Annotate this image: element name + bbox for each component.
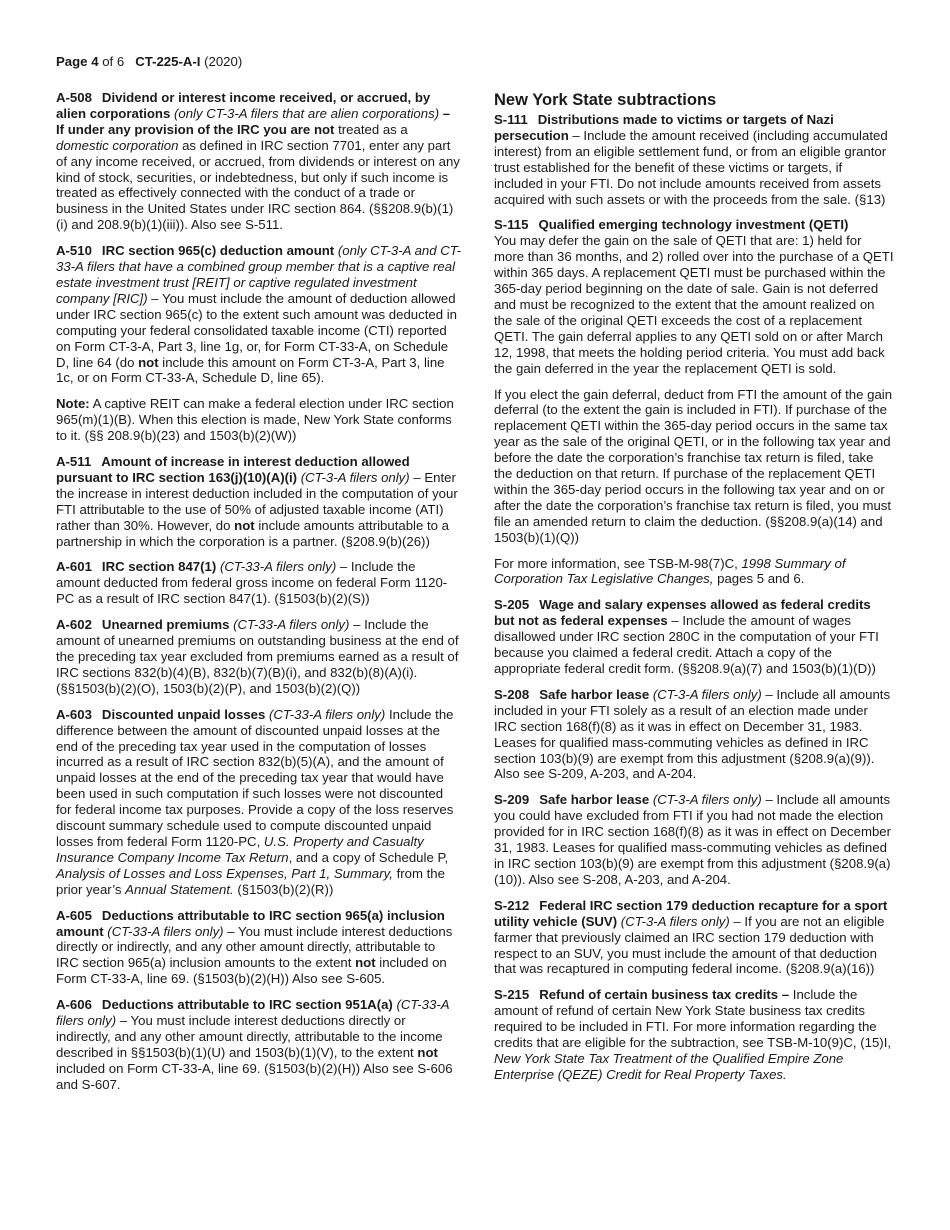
note-label: Note: [56, 396, 90, 412]
entry-title: Deductions attributable to IRC section 965(a) inclusion amount [56, 907, 445, 939]
page-word: Page [56, 54, 88, 69]
entry-code: A-508 [56, 90, 92, 105]
entry-code: A-605 [56, 907, 92, 923]
entry-s215: S-215 Refund of certain business tax credits – Include the amount of refund of certain New York State business tax credits required to be included in FTI. For more information regarding the credits that are eligible for the subtraction, see TSB-M-10(9)C, (15)I, New York State Tax Treatment of the Qualified Empire Zone Enterprise (QEZE) Credit for Real Property Taxes. [494, 987, 892, 1082]
entry-s115: S-115 Qualified emerging technology investment (QETI) You may defer the gain on the sale of QETI that are: 1) held for more than 36 months, and 2) rolled over into the purchase of a QETI within 365 days. A replacement QETI must be purchased within the 365-day period beginning on the date of sale. Gain is not deferred and must be recognized to the extent that the amount realized on the sale of the original QETI exceeds the cost of a replacement QETI. The gain deferral applies to any QETI sold on or after March 12, 1998, that meets the holding period criteria. You must add back the gain deferred in the year the replacement QETI is sold. [494, 217, 894, 376]
entry-code: A-511 [56, 454, 92, 470]
entry-title: Deductions attributable to IRC section 951A(a) [101, 997, 393, 1013]
entry-a508: A-508 Dividend or interest income received, or accrued, by alien corporations (only CT-3-A filers that are alien corporations) – If under any provision of the IRC you are not treated as a domestic corporation as defined in IRC section 7701, enter any part of any income received, or accrued, from dividends or interest on any kind of stock, securities, or indebtedness, but only if such income is treated as effectively connected with the conduct of a trade or business in the United States under IRC section 864. (§§208.9(b)(1)(i) and 208.9(b)(1)(iii)). Also see S-511. [56, 90, 460, 233]
entry-code: S-205 [494, 597, 530, 613]
entry-code: A-603 [56, 706, 92, 722]
page-number: 4 [91, 54, 99, 69]
entry-code: A-510 [56, 243, 92, 259]
page-of: of 6 [102, 54, 125, 69]
entry-a603: A-603 Discounted unpaid losses (CT-33-A filers only) Include the difference between the amount of discounted unpaid losses at the end of the preceding tax year used in the computation of losses incurred as a result of IRC section 832(b)(5)(A), and the amount of unpaid losses at the end of the preceding tax year that would have been used in such computation if such losses were not discounted for federal income tax purposes. Provide a copy of the loss reserves discount summary schedule used to compute discounted unpaid losses from federal Form 1120-PC, U.S. Property and Casualty Insurance Company Income Tax Return, and a copy of Schedule P, Analysis of Losses and Loss Expenses, Part 1, Summary, from the prior year’s Annual Statement. (§1503(b)(2)(R)) [56, 706, 454, 897]
entry-title: Refund of certain business tax credits – [539, 987, 790, 1003]
form-number: CT-225-A-I [135, 54, 201, 69]
entry-code: S-215 [494, 987, 530, 1003]
entry-a511: A-511 Amount of increase in interest deduction allowed pursuant to IRC section 163(j)(10)(A)(i) (CT-3-A filers only) – Enter the increase in interest deduction included in the computation of your FTI attributable to the use of 50% of adjusted taxable income (ATI) rather than 30%. However, do not include amounts attributable to a partnership in which the corporation is a partner. (§208.9(b)(26)) [56, 454, 458, 549]
right-column [494, 90, 894, 1093]
entry-title: Wage and salary expenses allowed as federal credits but not as federal expenses [494, 597, 871, 629]
section-title: New York State subtractions [494, 91, 717, 109]
left-column [56, 90, 461, 1103]
entry-a605: A-605 Deductions attributable to IRC section 965(a) inclusion amount (CT-33-A filers only) – You must include interest deductions directly or indirectly, and any other amount directly, attributable to IRC section 965(a) inclusion amounts to the extent not included on Form CT-33-A, line 69. (§1503(b)(2)(H)) Also see S-605. [56, 907, 453, 987]
entry-a606: A-606 Deductions attributable to IRC section 951A(a) (CT-33-A filers only) – You must include interest deductions directly or indirectly, and any other amount directly, attributable to the income described in §§1503(b)(1)(U) and 1503(b)(1)(V), to the extent not included on Form CT-33-A, line 69. (§1503(b)(2)(H)) Also see S-606 and S-607. [56, 997, 453, 1092]
note: Note: A captive REIT can make a federal election under IRC section 965(m)(1)(B). When this election is made, New York State conforms to it. (§§ 208.9(b)(23) and 1503(b)(2)(W)) [56, 396, 454, 444]
entry-title: Distributions made to victims or targets of Nazi persecution [494, 112, 834, 143]
entry-code: S-209 [494, 792, 530, 808]
entry-s115-cont: If you elect the gain deferral, deduct from FTI the amount of the gain deferral (to the extent the gain is included in FTI). If purchase of the replacement QETI within the 365-day period occurs in the same tax year as the sale of the original QETI, or in the following tax year and before the date the corporation’s franchise tax return is filed, take the deduction on that return. If purchase of the replacement QETI within the 365-day period occurs in the following tax year and on or after the date the corporation’s franchise tax return is filed, you must file an amended return to claim the deduction. (§§208.9(a)(14) and 1503(b)(1)(Q)) [494, 386, 893, 545]
entry-title: IRC section 847(1) [101, 559, 217, 575]
entry-s205: S-205 Wage and salary expenses allowed as federal credits but not as federal expenses – Include the amount of wages disallowed under IRC section 280C in the computation of your FTI because you claimed a federal credit. Attach a copy of the appropriate federal credit form. (§§208.9(a)(7) and 1503(b)(1)(D)) [494, 597, 879, 676]
entry-title: Safe harbor lease [539, 792, 650, 808]
entry-code: A-606 [56, 997, 92, 1013]
entry-s111: S-111 Distributions made to victims or targets of Nazi persecution – Include the amount received (including accumulated interest) from an eligible settlement fund, or from an eligible grantor trust established for the benefit of these victims or targets, if included in your FTI. Do not include amounts received from assets acquired with such assets or with the proceeds from the sale. (§13) [494, 112, 888, 207]
entry-a510: A-510 IRC section 965(c) deduction amount (only CT-3-A and CT-33-A filers that have a combined group member that is a captive real estate investment trust [REIT] or captive regulated investment company [RIC]) – You must include the amount of deduction allowed under IRC section 965(c) to the extent such amount was deducted in computing your federal consolidated taxable income (CTI) reported on Form CT-3-A, Part 3, line 1g, or, for Form CT-33-A, on Schedule D, line 64 (do not include this amount on Form CT-3-A, Part 3, line 1c, or on Form CT-33-A, Schedule D, line 65). [56, 243, 462, 386]
entry-s209: S-209 Safe harbor lease (CT-3-A filers only) – Include all amounts you could have excluded from FTI if you had not made the election provided for in IRC section 168(f)(8) as it was in effect on December 31, 1983. Leases for qualified mass-commuting vehicles as defined in IRC section 103(b)(9) are exempt from this adjustment (§208.9(a)(10)). Also see S-208, A-203, and A-204. [494, 792, 892, 887]
entry-title: Dividend or interest income received, or accrued, by alien corporations [56, 90, 431, 121]
entry-title: Unearned premiums [101, 617, 230, 633]
entry-code: S-208 [494, 686, 530, 702]
entry-code: S-115 [494, 217, 529, 233]
entry-a601: A-601 IRC section 847(1) (CT-33-A filers only) – Include the amount deducted from federal gross income on federal Form 1120-PC as a result of IRC section 847(1). (§1503(b)(2)(S)) [56, 559, 448, 607]
entry-s208: S-208 Safe harbor lease (CT-3-A filers only) – Include all amounts included in your FTI solely as a result of an election made under IRC section 168(f)(8) as it was in effect on December 31, 1983. Leases for qualified mass-commuting vehicles as defined in IRC section 103(b)(9) are exempt from this adjustment (§208.9(a)(9)). Also see S-209, A-203, and A-204. [494, 686, 891, 782]
entry-title: Safe harbor lease [539, 686, 650, 702]
entry-code: S-111 [494, 112, 528, 127]
entry-title: IRC section 965(c) deduction amount [101, 243, 335, 259]
entry-s212: S-212 Federal IRC section 179 deduction recapture for a sport utility vehicle (SUV) (CT-3-A filers only) – If you are not an eligible farmer that previously claimed an IRC section 179 deduction with respect to an SUV, you must include the amount of that deduction that was recaptured in computing federal income. (§208.9(a)(16)) [494, 897, 888, 977]
form-year: (2020) [204, 54, 243, 69]
entry-title: Federal IRC section 179 deduction recapture for a sport utility vehicle (SUV) [494, 897, 888, 929]
entry-title: Qualified emerging technology investment (QETI) [538, 217, 849, 233]
entry-code: S-212 [494, 897, 530, 913]
entry-s115-more: For more information, see TSB-M-98(7)C, 1998 Summary of Corporation Tax Legislative Changes, pages 5 and 6. [494, 555, 846, 587]
entry-title: Discounted unpaid losses [101, 706, 266, 722]
page-header [56, 54, 242, 69]
entry-a602: A-602 Unearned premiums (CT-33-A filers only) – Include the amount of unearned premiums on outstanding business at the end of the preceding tax year excluded from premiums earned as a result of IRC sections 832(b)(4)(B), 832(b)(7)(B)(i), and 832(b)(8)(A)(i). (§§1503(b)(2)(O), 1503(b)(2)(P), and 1503(b)(2)(Q)) [56, 617, 459, 696]
entry-code: A-601 [56, 559, 92, 575]
entry-title: Amount of increase in interest deduction allowed pursuant to IRC section 163(j)(10)(A)(i) [56, 454, 410, 485]
entry-code: A-602 [56, 617, 92, 633]
